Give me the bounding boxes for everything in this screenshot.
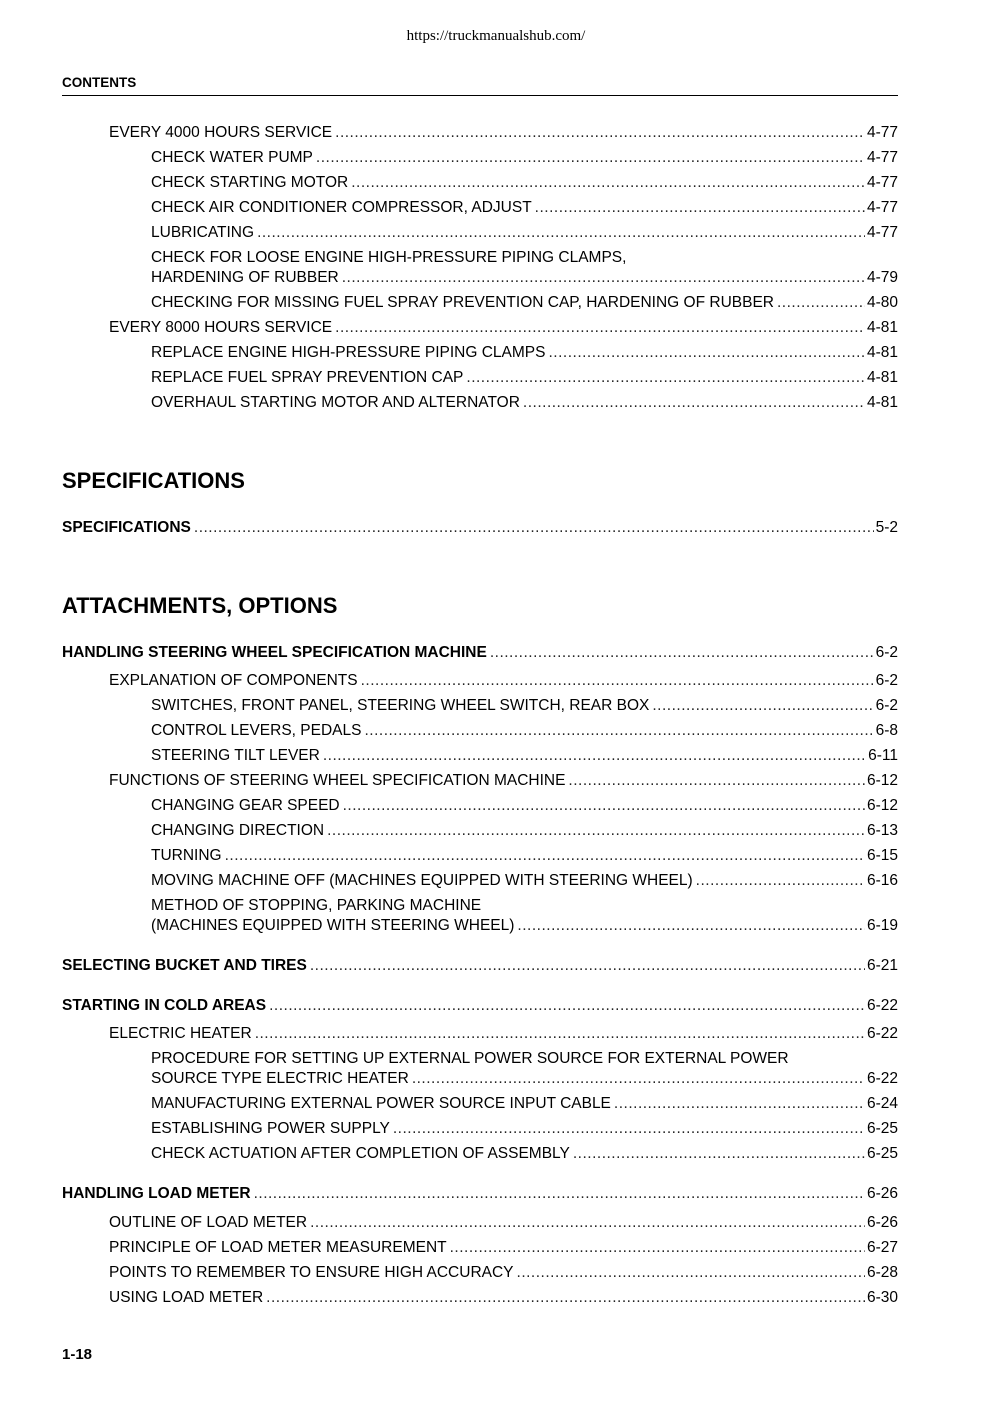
toc-entry[interactable]	[151, 368, 898, 388]
toc-entry-page: 6-12	[866, 772, 898, 789]
dot-leader	[327, 821, 865, 841]
toc-entry-title: MOVING MACHINE OFF (MACHINES EQUIPPED WITH STEERING WHEEL)	[151, 872, 693, 889]
toc-entry-page: 4-77	[866, 224, 898, 241]
dot-leader	[535, 198, 865, 218]
toc-entry[interactable]	[62, 643, 898, 663]
toc-entry-title: ESTABLISHING POWER SUPPLY	[151, 1120, 390, 1137]
toc-entry-page: 6-2	[875, 672, 898, 689]
section-heading-specifications: SPECIFICATIONS	[62, 468, 245, 493]
dot-leader	[517, 916, 865, 936]
toc-entry[interactable]	[109, 1263, 898, 1283]
toc-entry-page: 6-26	[866, 1185, 898, 1202]
toc-entry[interactable]	[151, 821, 898, 841]
dot-leader	[614, 1094, 865, 1114]
toc-entry-title: HANDLING LOAD METER	[62, 1185, 251, 1202]
toc-entry[interactable]	[151, 293, 898, 313]
toc-entry-page: 4-81	[866, 319, 898, 336]
toc-entry-title: EVERY 4000 HOURS SERVICE	[109, 124, 333, 141]
dot-leader	[393, 1119, 865, 1139]
toc-entry[interactable]	[151, 1144, 898, 1164]
toc-entry[interactable]	[109, 318, 898, 338]
dot-leader	[490, 643, 874, 663]
dot-leader	[255, 1024, 865, 1044]
toc-entry[interactable]	[109, 123, 898, 143]
toc-entry-title: CONTROL LEVERS, PEDALS	[151, 722, 362, 739]
toc-entry-title: MANUFACTURING EXTERNAL POWER SOURCE INPUT CABLE	[151, 1095, 611, 1112]
page-number: 1-18	[62, 1346, 93, 1363]
toc-entry-title-line1: METHOD OF STOPPING, PARKING MACHINE	[151, 897, 482, 914]
toc-entry-page: 6-11	[868, 747, 898, 764]
toc-entry[interactable]	[151, 871, 898, 891]
toc-entry[interactable]	[151, 846, 898, 866]
dot-leader	[335, 318, 865, 338]
dot-leader	[310, 1213, 865, 1233]
toc-entry[interactable]	[109, 1213, 898, 1233]
toc-entry-title: CHECK AIR CONDITIONER COMPRESSOR, ADJUST	[151, 199, 532, 216]
toc-entry-title: ELECTRIC HEATER	[109, 1025, 252, 1042]
toc-entry-page: 4-79	[866, 269, 898, 286]
dot-leader	[412, 1069, 865, 1089]
dot-leader	[652, 696, 873, 716]
toc-entry-title: OUTLINE OF LOAD METER	[109, 1214, 308, 1231]
source-url[interactable]: https://truckmanualshub.com/	[406, 28, 586, 44]
dot-leader	[573, 1144, 865, 1164]
dot-leader	[548, 343, 864, 363]
toc-entry-title: CHANGING GEAR SPEED	[151, 797, 340, 814]
toc-entry[interactable]	[62, 518, 898, 538]
toc-entry-page: 4-77	[866, 124, 898, 141]
toc-entry[interactable]	[151, 1094, 898, 1114]
dot-leader	[310, 956, 865, 976]
dot-leader	[225, 846, 865, 866]
toc-entry-title: TURNING	[151, 847, 222, 864]
toc-entry-page: 6-22	[866, 1025, 898, 1042]
toc-entry-page: 6-26	[866, 1214, 898, 1231]
toc-entry[interactable]	[62, 1184, 898, 1204]
toc-entry-page: 6-22	[866, 997, 898, 1014]
toc-entry[interactable]	[151, 696, 898, 716]
toc-entry-title: OVERHAUL STARTING MOTOR AND ALTERNATOR	[151, 394, 520, 411]
toc-entry-page: 4-81	[866, 369, 898, 386]
toc-entry-page: 6-2	[875, 697, 898, 714]
toc-entry[interactable]	[151, 223, 898, 243]
toc-entry-page: 4-81	[866, 394, 898, 411]
toc-entry-title-line1: CHECK FOR LOOSE ENGINE HIGH-PRESSURE PIPING CLAMPS,	[151, 249, 627, 266]
toc-entry[interactable]	[151, 198, 898, 218]
toc-entry[interactable]	[151, 746, 898, 766]
toc-entry-title: EXPLANATION OF COMPONENTS	[109, 672, 358, 689]
dot-leader	[523, 393, 865, 413]
toc-entry[interactable]	[151, 1069, 898, 1089]
dot-leader	[696, 871, 865, 891]
dot-leader	[266, 1288, 865, 1308]
toc-entry-title: SWITCHES, FRONT PANEL, STEERING WHEEL SWITCH, REAR BOX	[151, 697, 650, 714]
toc-entry-title: SELECTING BUCKET AND TIRES	[62, 957, 307, 974]
toc-entry-page: 6-16	[866, 872, 898, 889]
toc-entry[interactable]	[151, 721, 898, 741]
dot-leader	[777, 293, 865, 313]
toc-entry-title: POINTS TO REMEMBER TO ENSURE HIGH ACCURACY	[109, 1264, 514, 1281]
dot-leader	[269, 996, 865, 1016]
toc-entry-title-line1: PROCEDURE FOR SETTING UP EXTERNAL POWER SOURCE FOR EXTERNAL POWER	[151, 1050, 789, 1067]
toc-entry-title: CHECK STARTING MOTOR	[151, 174, 349, 191]
toc-entry-page: 6-12	[866, 797, 898, 814]
toc-entry-title: SPECIFICATIONS	[62, 519, 191, 536]
toc-entry-page: 6-15	[866, 847, 898, 864]
toc-entry-page: 6-19	[866, 917, 898, 934]
dot-leader	[323, 746, 866, 766]
dot-leader	[364, 721, 873, 741]
toc-entry-page: 6-27	[866, 1239, 898, 1256]
dot-leader	[254, 1184, 865, 1204]
toc-entry-title: PRINCIPLE OF LOAD METER MEASUREMENT	[109, 1239, 447, 1256]
toc-entry[interactable]	[151, 393, 898, 413]
toc-entry-page: 6-22	[866, 1070, 898, 1087]
dot-leader	[361, 671, 874, 691]
toc-entry[interactable]	[62, 956, 898, 976]
toc-entry-page: 6-25	[866, 1120, 898, 1137]
toc-entry-title: REPLACE FUEL SPRAY PREVENTION CAP	[151, 369, 464, 386]
toc-entry-title: USING LOAD METER	[109, 1289, 264, 1306]
toc-entry-title: EVERY 8000 HOURS SERVICE	[109, 319, 333, 336]
toc-entry-page: 6-13	[866, 822, 898, 839]
toc-entry[interactable]	[151, 796, 898, 816]
toc-entry[interactable]	[109, 671, 898, 691]
toc-entry-title: CHECKING FOR MISSING FUEL SPRAY PREVENTION CAP, HARDENING OF RUBBER	[151, 294, 774, 311]
toc-entry-page: 4-77	[866, 199, 898, 216]
toc-entry-page: 6-30	[866, 1289, 898, 1306]
dot-leader	[450, 1238, 865, 1258]
toc-entry[interactable]	[62, 996, 898, 1016]
toc-entry[interactable]	[151, 1119, 898, 1139]
toc-entry-title: CHECK ACTUATION AFTER COMPLETION OF ASSEMBLY	[151, 1145, 570, 1162]
running-header: CONTENTS	[62, 75, 898, 96]
dot-leader	[568, 771, 865, 791]
toc-entry[interactable]	[151, 148, 898, 168]
toc-entry[interactable]	[151, 173, 898, 193]
toc-entry-page: 6-28	[866, 1264, 898, 1281]
toc-entry-title: CHANGING DIRECTION	[151, 822, 325, 839]
toc-entry-title: SOURCE TYPE ELECTRIC HEATER	[151, 1070, 409, 1087]
toc-entry-page: 5-2	[875, 519, 898, 536]
toc-entry[interactable]	[151, 343, 898, 363]
toc-entry-title: REPLACE ENGINE HIGH-PRESSURE PIPING CLAMPS	[151, 344, 546, 361]
toc-entry-page: 4-81	[866, 344, 898, 361]
toc-entry-page: 4-80	[866, 294, 898, 311]
dot-leader	[466, 368, 865, 388]
toc-entry-page: 6-25	[866, 1145, 898, 1162]
toc-entry-page: 6-2	[875, 644, 898, 661]
toc-entry-title: CHECK WATER PUMP	[151, 149, 313, 166]
dot-leader	[351, 173, 865, 193]
toc-entry-page: 6-24	[866, 1095, 898, 1112]
toc-entry-title: FUNCTIONS OF STEERING WHEEL SPECIFICATION MACHINE	[109, 772, 566, 789]
toc-entry[interactable]	[151, 268, 898, 288]
toc-entry[interactable]	[109, 1024, 898, 1044]
dot-leader	[316, 148, 865, 168]
dot-leader	[335, 123, 865, 143]
dot-leader	[257, 223, 865, 243]
toc-entry-title: STARTING IN COLD AREAS	[62, 997, 267, 1014]
toc-entry[interactable]	[151, 916, 898, 936]
toc-entry-page: 6-21	[866, 957, 898, 974]
toc-entry-title: HANDLING STEERING WHEEL SPECIFICATION MACHINE	[62, 644, 487, 661]
dot-leader	[342, 268, 865, 288]
toc-entry-title: STEERING TILT LEVER	[151, 747, 320, 764]
section-heading-attachments: ATTACHMENTS, OPTIONS	[62, 593, 338, 618]
dot-leader	[194, 518, 874, 538]
toc-entry-page: 6-8	[875, 722, 898, 739]
toc-entry-page: 4-77	[866, 174, 898, 191]
dot-leader	[343, 796, 865, 816]
toc-entry[interactable]	[109, 1288, 898, 1308]
toc-entry[interactable]	[109, 1238, 898, 1258]
toc-entry-title: LUBRICATING	[151, 224, 255, 241]
toc-entry-page: 4-77	[866, 149, 898, 166]
toc-entry-title: HARDENING OF RUBBER	[151, 269, 339, 286]
toc-entry[interactable]	[109, 771, 898, 791]
toc-entry-title: (MACHINES EQUIPPED WITH STEERING WHEEL)	[151, 917, 515, 934]
dot-leader	[517, 1263, 865, 1283]
